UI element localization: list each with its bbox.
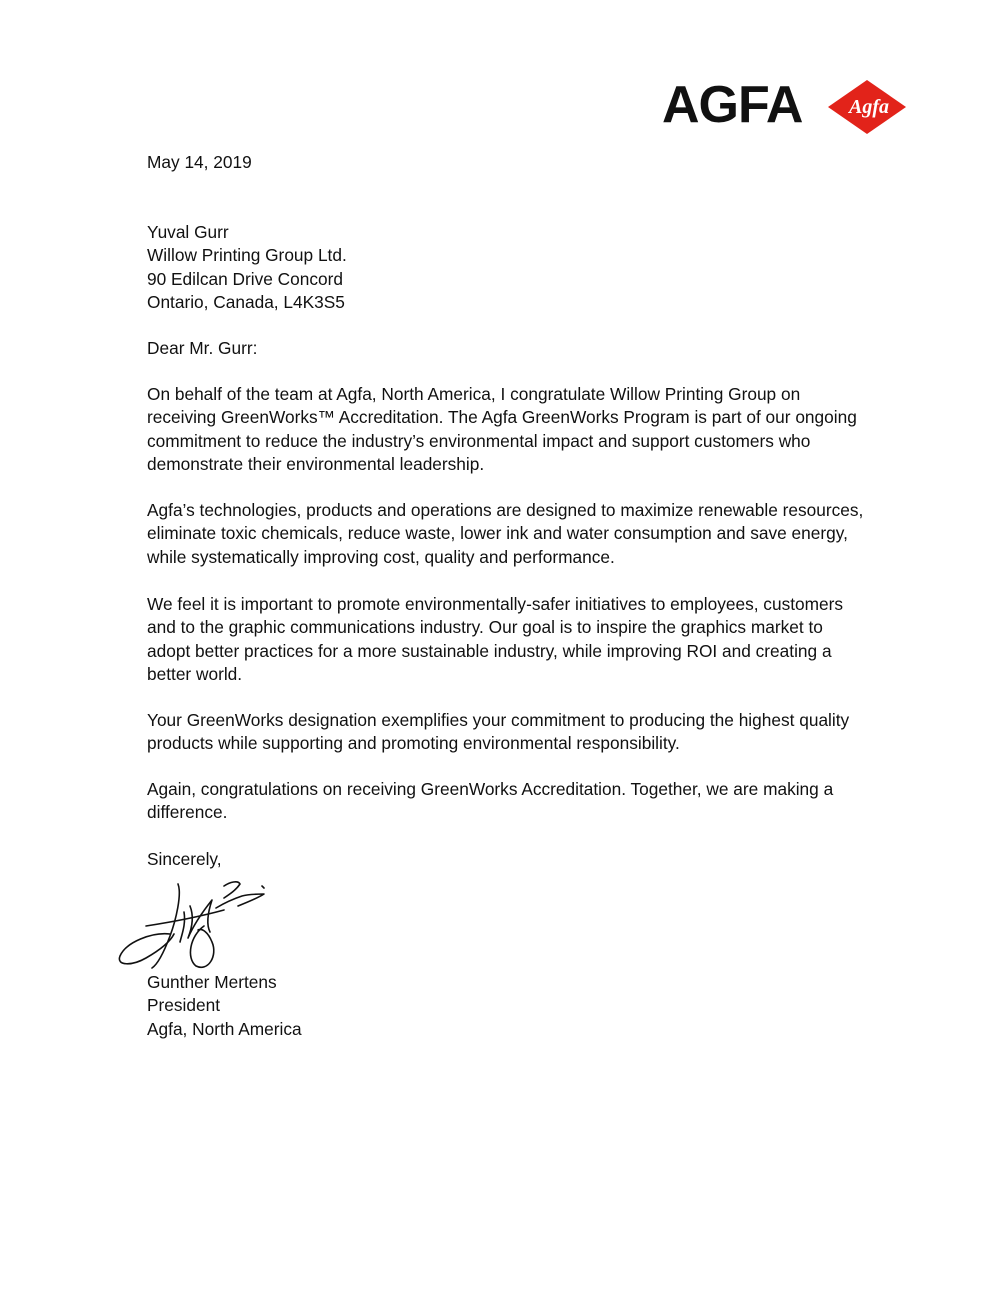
signer-organization: Agfa, North America	[147, 1018, 302, 1039]
paragraph: Agfa’s technologies, products and operations are designed to maximize renewable resources, eliminate toxic chemicals, reduce waste, lower ink and water consumption and save energy, while systematically improving cost, quality and performance.	[147, 500, 864, 567]
agfa-rhombus-badge-icon	[826, 78, 908, 136]
recipient-city: Ontario, Canada, L4K3S5	[147, 292, 345, 313]
logo-badge-text: Agfa	[849, 96, 889, 118]
signer-name: Gunther Mertens	[147, 972, 277, 992]
closing: Sincerely,	[147, 849, 222, 869]
recipient-street: 90 Edilcan Drive Concord	[147, 268, 343, 289]
salutation: Dear Mr. Gurr:	[147, 338, 258, 358]
signer-block	[147, 971, 302, 1041]
handwritten-signature	[112, 872, 282, 978]
paragraph: On behalf of the team at Agfa, North America, I congratulate Willow Printing Group on receiving GreenWorks™ Accreditation. The Agfa GreenWorks Program is part of our ongoing commitment to reduce the industry’s environmental impact and support customers who demonstrate their environmental leadership.	[147, 384, 857, 475]
letter-date: May 14, 2019	[147, 152, 252, 172]
paragraph: Your GreenWorks designation exemplifies your commitment to producing the highest quality products while supporting and promoting environmental responsibility.	[147, 710, 850, 754]
recipient-name: Yuval Gurr	[147, 222, 229, 242]
agfa-logo	[662, 78, 908, 136]
recipient-address	[147, 221, 347, 315]
signer-title: President	[147, 995, 221, 1016]
paragraph: We feel it is important to promote environmentally-safer initiatives to employees, customers and to the graphic communications industry. Our goal is to inspire the graphics market to adopt better practices for a more sustainable industry, while improving ROI and creating a better world.	[147, 594, 844, 685]
paragraph: Again, congratulations on receiving GreenWorks Accreditation. Together, we are making a difference.	[147, 779, 834, 823]
recipient-company: Willow Printing Group Ltd.	[147, 245, 347, 266]
logo-wordmark: AGFA	[662, 76, 803, 134]
